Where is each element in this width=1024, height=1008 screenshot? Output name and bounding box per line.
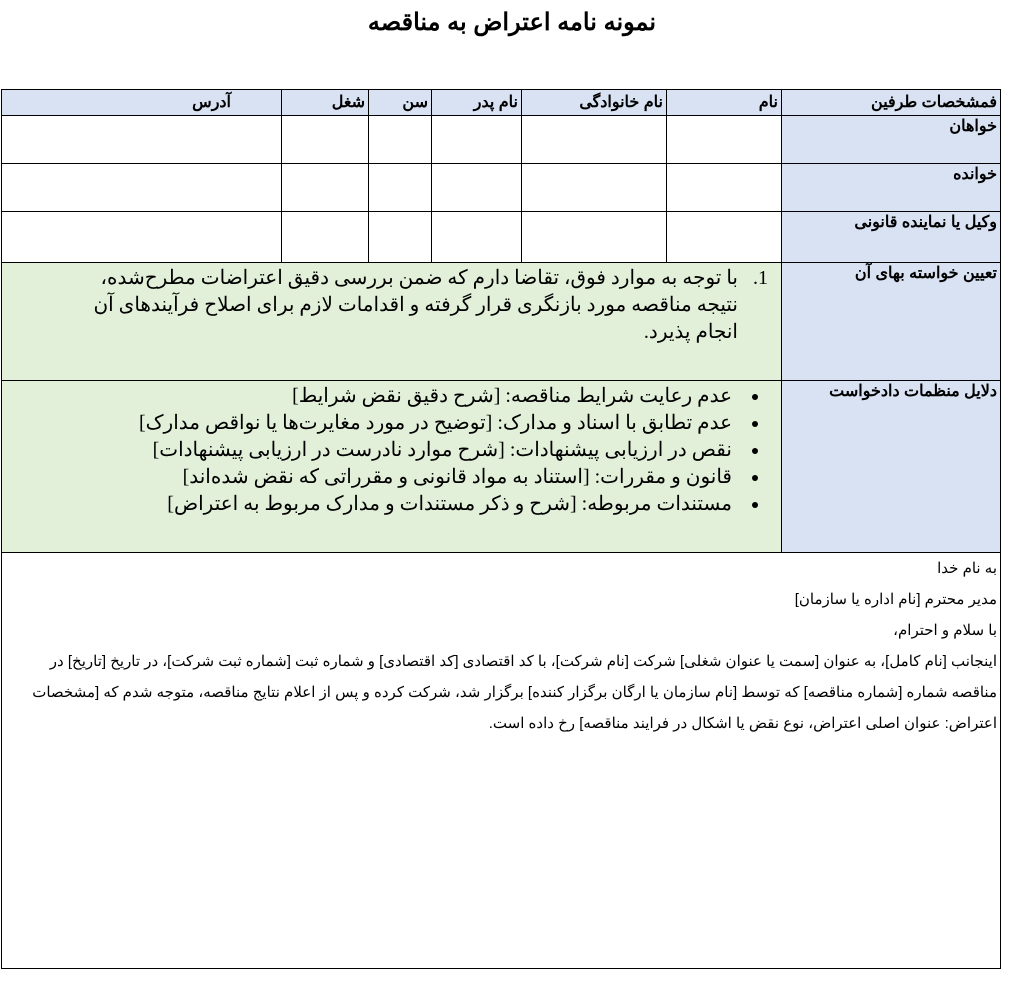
defendant-address-cell[interactable]	[2, 164, 282, 212]
lawyer-family-cell[interactable]	[522, 212, 667, 263]
request-cell	[2, 263, 782, 381]
complaint-table	[1, 89, 1001, 969]
lawyer-row	[2, 212, 1001, 263]
reason-item: • قانون و مقررات: [استناد به مواد قانونی و مقرراتی که نقض شده‌اند]	[5, 464, 740, 491]
letter-body: اینجانب [نام کامل]، به عنوان [سمت یا عنوان شغلی] شرکت [نام شرکت]، با کد اقتصادی [کد اقتصادی] و شماره ثبت [شماره ثبت شرکت]، در تاریخ [تاریخ] در مناقصه شماره [شماره مناقصه] که توسط [نام سازمان یا ارگان برگزار کننده] برگزار شد، شرکت کرده و پس از اعلام نتایج مناقصه، متوجه شدم که [مشخصات اعتراض: عنوان اصلی اعتراض، نوع نقض یا اشکال در فرایند مناقصه] رخ داده است.	[32, 653, 997, 732]
plaintiff-age-cell[interactable]	[369, 116, 432, 164]
defendant-job-cell[interactable]	[282, 164, 369, 212]
plaintiff-job-cell[interactable]	[282, 116, 369, 164]
request-text: با توجه به موارد فوق، تقاضا دارم که ضمن بررسی دقیق اعتراضات مطرح‌شده، نتیجه مناقصه مورد بازنگری قرار گرفته و اقدامات لازم برای اصلاح فرآیندهای آن انجام پذیرد.	[93, 267, 738, 343]
reasons-label: دلایل منظمات دادخواست	[782, 381, 1001, 553]
request-item	[5, 263, 778, 346]
header-parties: فمشخصات طرفین	[782, 90, 1001, 116]
plaintiff-father-cell[interactable]	[432, 116, 522, 164]
header-father: نام پدر	[432, 90, 522, 116]
page-title: نمونه نامه اعتراض به مناقصه	[367, 9, 657, 36]
letter-line-1: به نام خدا	[937, 560, 997, 577]
lawyer-age-cell[interactable]	[369, 212, 432, 263]
plaintiff-row	[2, 116, 1001, 164]
defendant-age-cell[interactable]	[369, 164, 432, 212]
plaintiff-family-cell[interactable]	[522, 116, 667, 164]
header-name: نام	[667, 90, 782, 116]
header-job: شغل	[282, 90, 369, 116]
request-number: 1.	[753, 267, 768, 289]
header-family: نام خانوادگی	[522, 90, 667, 116]
defendant-label: خوانده	[782, 164, 1001, 212]
letter-line-2: مدیر محترم [نام اداره یا سازمان]	[794, 591, 997, 608]
lawyer-job-cell[interactable]	[282, 212, 369, 263]
reasons-cell	[2, 381, 782, 553]
lawyer-address-cell[interactable]	[2, 212, 282, 263]
reason-item: • عدم تطابق با اسناد و مدارک: [توضیح در مورد مغایرت‌ها یا نواقص مدارک]	[5, 410, 740, 437]
lawyer-label: وکیل یا نماینده قانونی	[782, 212, 1001, 263]
request-row	[2, 263, 1001, 381]
plaintiff-name-cell[interactable]	[667, 116, 782, 164]
letter-cell	[2, 553, 1001, 969]
reasons-list	[5, 381, 778, 518]
reason-item: • عدم رعایت شرایط مناقصه: [شرح دقیق نقض شرایط]	[5, 383, 740, 410]
header-row	[2, 90, 1001, 116]
defendant-row	[2, 164, 1001, 212]
defendant-family-cell[interactable]	[522, 164, 667, 212]
lawyer-father-cell[interactable]	[432, 212, 522, 263]
defendant-name-cell[interactable]	[667, 164, 782, 212]
reason-item: • مستندات مربوطه: [شرح و ذکر مستندات و مدارک مربوط به اعتراض]	[5, 491, 740, 518]
letter-line-3: با سلام و احترام،	[893, 622, 997, 639]
header-address: آدرس	[2, 90, 282, 116]
header-age: سن	[369, 90, 432, 116]
plaintiff-label: خواهان	[782, 116, 1001, 164]
reasons-row	[2, 381, 1001, 553]
request-label: تعیین خواسته بهای آن	[782, 263, 1001, 381]
lawyer-name-cell[interactable]	[667, 212, 782, 263]
letter-row	[2, 553, 1001, 969]
defendant-father-cell[interactable]	[432, 164, 522, 212]
reason-item: • نقص در ارزیابی پیشنهادات: [شرح موارد نادرست در ارزیابی پیشنهادات]	[5, 437, 740, 464]
plaintiff-address-cell[interactable]	[2, 116, 282, 164]
